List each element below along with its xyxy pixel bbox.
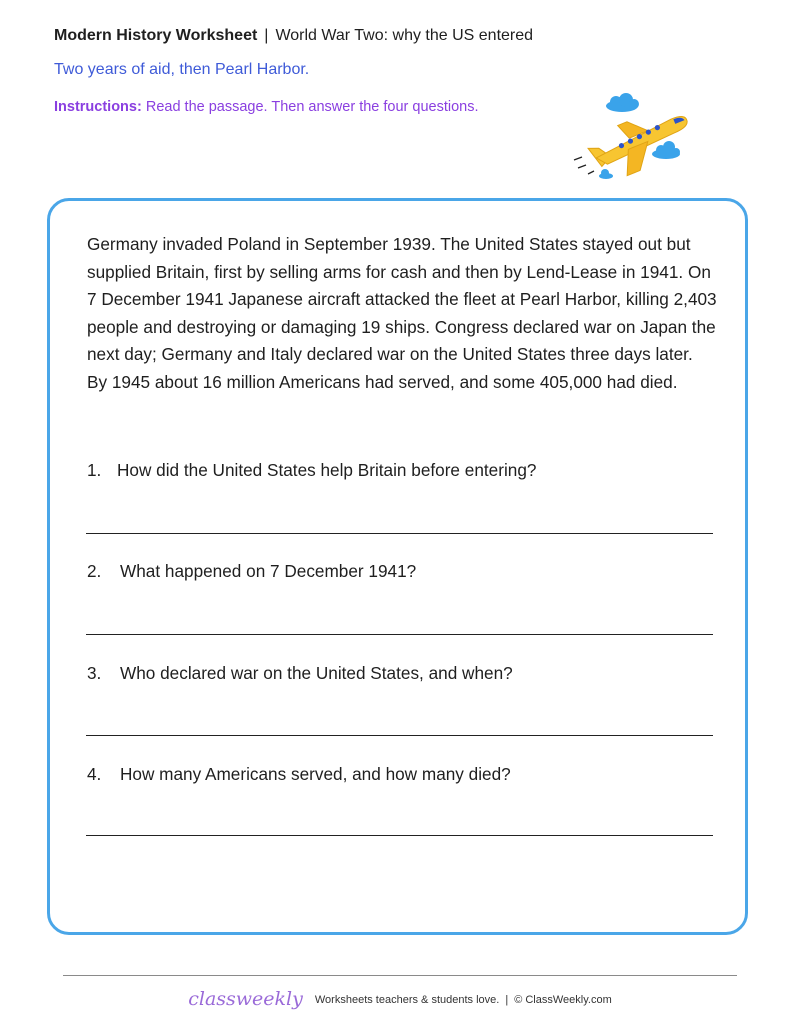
worksheet-header [54, 27, 533, 45]
question-text: Who declared war on the United States, and when? [120, 663, 513, 683]
worksheet-subtitle: Two years of aid, then Pearl Harbor. [54, 61, 310, 78]
brand-logo: classweekly [188, 988, 303, 1010]
question-text: How many Americans served, and how many died? [120, 764, 511, 784]
question-4 [87, 764, 511, 785]
instructions-label: Instructions: [54, 99, 142, 115]
question-number: 1. [87, 460, 102, 480]
header-separator: | [264, 27, 269, 44]
answer-line-2[interactable] [86, 634, 713, 635]
answer-line-4[interactable] [86, 835, 713, 836]
footer-divider [63, 975, 737, 976]
cloud-icon [652, 141, 680, 159]
answer-line-3[interactable] [86, 735, 713, 736]
question-2 [87, 561, 416, 582]
topic-title: World War Two: why the US entered [275, 27, 534, 44]
footer-tagline: Worksheets teachers & students love. [314, 994, 500, 1006]
question-1 [87, 460, 536, 481]
instructions-text: Read the passage. Then answer the four questions. [145, 99, 479, 115]
question-text: How did the United States help Britain before entering? [117, 460, 537, 480]
question-number: 2. [87, 561, 102, 581]
question-number: 4. [87, 764, 102, 784]
cloud-icon [606, 93, 639, 112]
footer-separator: | [505, 994, 509, 1006]
question-text: What happened on 7 December 1941? [120, 561, 417, 581]
footer [0, 988, 800, 1010]
question-3 [87, 663, 513, 684]
cloud-icon [599, 169, 613, 179]
footer-copyright: © ClassWeekly.com [514, 994, 612, 1006]
reading-passage: Germany invaded Poland in September 1939. The United States stayed out but supplied Britain, first by selling arms for cash and then by Lend-Lease in 1941. On 7 December 1941 Japanese aircraft attacked the fleet at Pearl Harbor, killing 2,403 people and destroying or damaging 19 ships. Congress declared war on Japan the next day; Germany and Italy declared war on the United States three days later. By 1945 about 16 million Americans had served, and some 405,000 had died. [87, 234, 717, 392]
question-number: 3. [87, 663, 102, 683]
subject-title: Modern History Worksheet [54, 27, 258, 44]
airplane-icon [570, 92, 700, 184]
answer-line-1[interactable] [86, 533, 713, 534]
instructions [54, 99, 479, 115]
